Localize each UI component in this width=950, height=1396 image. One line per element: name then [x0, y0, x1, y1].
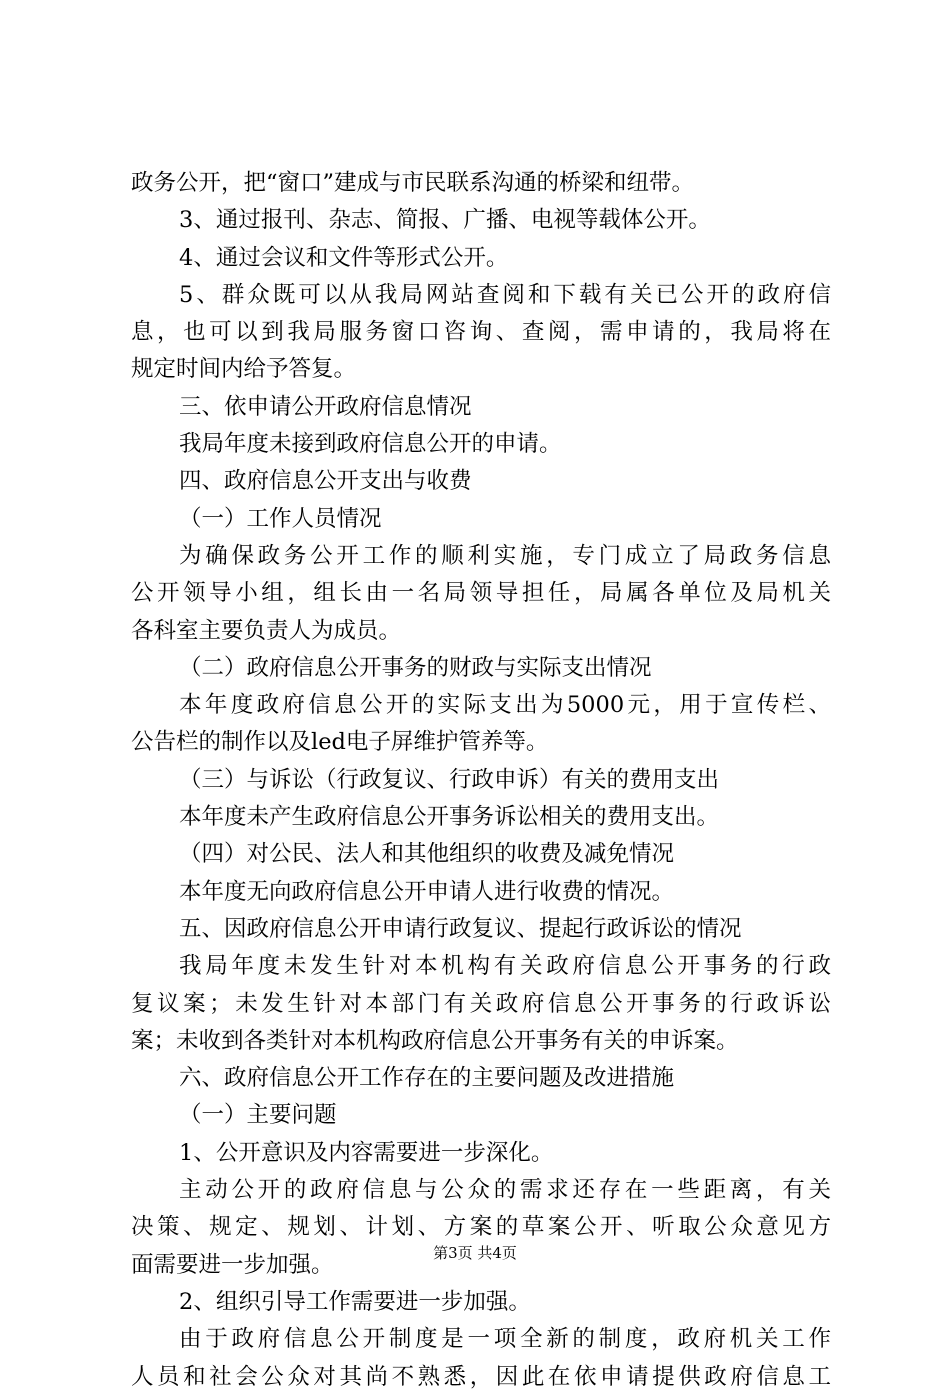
text-line: 我局年度未接到政府信息公开的申请。 [179, 431, 562, 458]
text-line: 四、政府信息公开支出与收费 [179, 468, 472, 495]
text-line: 人员和社会公众对其尚不熟悉，因此在依申请提供政府信息工 [131, 1363, 831, 1390]
text-line: 5、群众既可以从我局网站查阅和下载有关已公开的政府信 [179, 281, 831, 308]
text-line: （一）工作人员情况 [179, 505, 382, 532]
text-line: 三、依申请公开政府信息情况 [179, 393, 472, 420]
text-line: 本年度未产生政府信息公开事务诉讼相关的费用支出。 [179, 804, 720, 831]
text-line: 案；未收到各类针对本机构政府信息公开事务有关的申诉案。 [131, 1027, 739, 1054]
text-line: 本年度政府信息公开的实际支出为5000元，用于宣传栏、 [179, 692, 831, 719]
text-line: 由于政府信息公开制度是一项全新的制度，政府机关工作 [179, 1326, 831, 1353]
text-line: 公告栏的制作以及led电子屏维护管养等。 [131, 729, 549, 756]
text-line: （三）与诉讼（行政复议、行政申诉）有关的费用支出 [179, 766, 720, 793]
text-line: 1、公开意识及内容需要进一步深化。 [179, 1139, 554, 1166]
text-line: 决策、规定、规划、计划、方案的草案公开、听取公众意见方 [131, 1214, 831, 1241]
text-line: 面需要进一步加强。 [131, 1251, 334, 1278]
text-line: 规定时间内给予答复。 [131, 356, 357, 383]
text-line: 2、组织引导工作需要进一步加强。 [179, 1288, 531, 1315]
page-footer: 第3页 共4页 [433, 1244, 517, 1262]
document-body [131, 165, 831, 1396]
text-line: 六、政府信息公开工作存在的主要问题及改进措施 [179, 1065, 675, 1092]
text-line: 4、通过会议和文件等形式公开。 [179, 244, 509, 271]
text-line: 复议案；未发生针对本部门有关政府信息公开事务的行政诉讼 [131, 990, 831, 1017]
text-line: 3、通过报刊、杂志、简报、广播、电视等载体公开。 [179, 207, 711, 234]
text-line: 各科室主要负责人为成员。 [131, 617, 402, 644]
text-line: 为确保政务公开工作的顺利实施，专门成立了局政务信息 [179, 542, 831, 569]
text-line: （二）政府信息公开事务的财政与实际支出情况 [179, 654, 652, 681]
text-line: 主动公开的政府信息与公众的需求还存在一些距离，有关 [179, 1177, 831, 1204]
text-line: （四）对公民、法人和其他组织的收费及减免情况 [179, 841, 675, 868]
text-line: 我局年度未发生针对本机构有关政府信息公开事务的行政 [179, 953, 831, 980]
text-line: 公开领导小组，组长由一名局领导担任，局属各单位及局机关 [131, 580, 831, 607]
text-line: 本年度无向政府信息公开申请人进行收费的情况。 [179, 878, 675, 905]
text-line: 五、因政府信息公开申请行政复议、提起行政诉讼的情况 [179, 915, 742, 942]
text-line: 息，也可以到我局服务窗口咨询、查阅，需申请的，我局将在 [131, 319, 831, 346]
text-line: 政务公开，把“窗口”建成与市民联系沟通的桥梁和纽带。 [131, 170, 695, 196]
text-line: （一）主要问题 [179, 1102, 337, 1129]
